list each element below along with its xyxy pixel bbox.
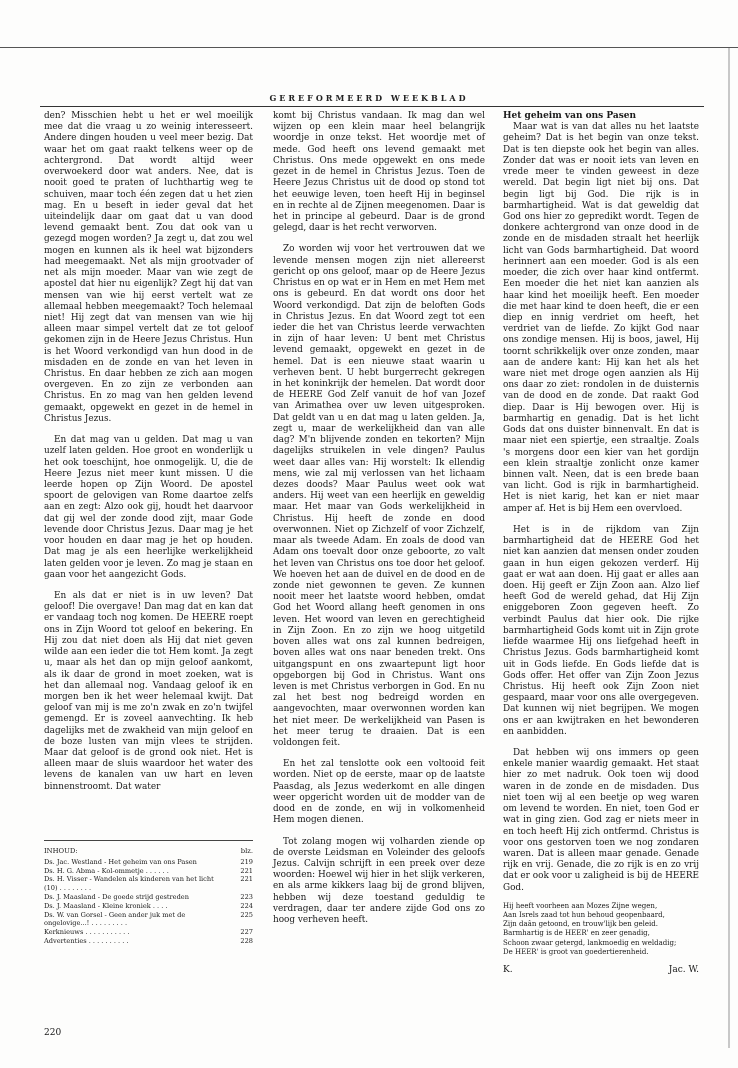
signature	[503, 965, 699, 976]
toc-entry[interactable]: Kerknieuws . . . . . . . . . . . 227	[44, 928, 253, 937]
column-middle	[273, 111, 485, 926]
toc-entry[interactable]: Ds. Jac. Westland - Het geheim van ons Pasen 219	[44, 857, 253, 866]
toc-entry[interactable]: Ds. H. G. Abma - Kol-ommetje . . . . . . 221	[44, 866, 253, 875]
column-right	[503, 111, 699, 976]
masthead: GEREFORMEERD WEEKBLAD	[269, 93, 469, 103]
toc-page-label: blz.	[240, 847, 253, 855]
paragraph: Het is in de rijkdom van Zijn barmhartigheid dat de HEERE God het niet kan aanzien dat mensen onder zouden gaan in hun eigen gekozen verderf. Hij gaat er wat aan doen. Hij gaat er alles aan doen. Hij geeft er Zijn Zoon aan. Alzo lief heeft God de wereld gehad, dat Hij Zijn eniggeboren Zoon gegeven heeft. Zo verbindt Paulus dat hier ook. Die rijke barmhartigheid Gods komt uit in Zijn grote liefde waarmee Hij ons liefgehad heeft in Christus Jezus. Gods barmhartigheid komt uit in Gods liefde. En Gods liefde dat is Gods offer. Het offer van Zijn Zoon Jezus Christus. Hij heeft ook Zijn Zoon niet gespaard, maar voor ons alle overgegeven. Dat kunnen wij niet begrijpen. We mogen ons er aan kwijtraken en het bewonderen en aanbidden.	[503, 524, 699, 737]
verse-line: Hij heeft voorheen aan Mozes Zijne wegen,	[503, 901, 658, 910]
signature-author: Jac. W.	[668, 965, 699, 976]
paragraph: Maar wat is van dat alles nu het laatste geheim? Dat is het begin van onze tekst. Dat is ten diepste ook het begin van alles. Zonder dat was er nooit iets van leven en vrede meer te vinden geweest in deze wereld. Dat begin ligt niet bij ons. Dat begin ligt bij God. Die rijk is in barmhartigheid. Wat is dat geweldig dat God ons hier zo gepredikt wordt. Tegen de donkere achtergrond van onze dood in de zonde en de misdaden straalt het heerlijk licht van Gods barmhartigheid. Dat woord herinnert aan een moeder. God is als een moeder, die zich over haar kind ontfermt. Een moeder die het niet kan aanzien als haar kind het moeilijk heeft. Een moeder die met haar kind te doen heeft, die er een diep en innig verdriet om heeft, het verdriet van de liefde. Zo kijkt God naar ons zondige mensen. Hij is boos, jawel, Hij toornt schrikkelijk over onze zonden, maar aan de andere kant: Hij kan het als het ware niet met droge ogen aanzien als Hij ons daar zo ziet: rondolen in de duisternis van de dood en de zonde. Dat raakt God diep. Daar is Hij bewogen over. Hij is barmhartig en genadig. Dat is het licht Gods dat ons duister binnenvalt. En dat is maar niet een spiertje, een straaltje. Zoals 's morgens door een kier van het gordijn een klein straaltje zonlicht onze kamer binnen valt. Neen, dat is een brede baan van licht. God is rijk in barmhartigheid. Het is niet karig, het kan er niet maar amper af. Het is bij Hem een overvloed.	[503, 122, 699, 514]
verse-line: Barmhartig is de HEER' en zeer genadig,	[503, 929, 650, 938]
paragraph: Tot zolang mogen wij volharden ziende op de overste Leidsman en Voleinder des geloofs Jezus. Calvijn schrijft in een preek over deze woorden: Hoewel wij hier in het slijk verkeren, en als arme kikkers laag bij de grond blijven, hebben wij deze toestand geduldig te verdragen, daar ter andere zijde God ons zo hoog verheven heeft.	[273, 836, 485, 926]
signature-initial: K.	[503, 965, 513, 976]
toc-entry[interactable]: Ds. J. Maasland - Kleine kroniek . . . . 224	[44, 901, 253, 910]
page-edge-shadow	[728, 48, 730, 1048]
paragraph: En dat mag van u gelden. Dat mag u van uzelf laten gelden. Hoe groot en wonderlijk u het ook toeschijnt, hoe onmogelijk. U, die de Heere Jezus niet meer kunt missen. U die leerde hopen op Zijn Woord. De apostel spoort de gelovigen van Rome daartoe zelfs aan en zegt: Alzo ook gij, houdt het daarvoor dat gij wel der zonde dood zijt, maar Gode levende door Christus Jezus. Daar mag je het voor houden en daar mag je het op houden. Dat mag je als een heerlijke werkelijkheid laten gelden voor je leven. Zo mag je staan en gaan voor het aangezicht Gods.	[44, 435, 253, 580]
page-number: 220	[44, 1028, 62, 1038]
toc-entry[interactable]: Ds. J. Maasland - De goede strijd gestreden 223	[44, 892, 253, 901]
toc-title: INHOUD:	[44, 847, 78, 855]
toc-divider	[44, 840, 253, 841]
header-rule	[40, 106, 704, 107]
verse-line: Zijn daân getoond, en trouw'lijk ben geleid.	[503, 920, 658, 929]
paragraph: Zo worden wij voor het vertrouwen dat we levende mensen mogen zijn niet allereerst gericht op ons geloof, maar op de Heere Jezus Christus en op wat er in Hem en met Hem met ons is gebeurd. En dat wordt ons door het Woord verkondigd. Dat zijn de beloften Gods in Christus Jezus. En dat Woord zegt tot een ieder die het van Christus leerde verwachten in zijn of haar leven: U bent met Christus levend gemaakt, opgewekt en gezet in de hemel. Dat is een nieuwe staat waarin u verheven bent. U hebt burgerrecht gekregen in het koninkrijk der hemelen. Dat wordt door de HEERE God Zelf vanuit de hof van Jozef van Arimathea over uw leven uitgesproken. Dat geldt van u en dat mag u laten gelden. Ja, zegt u, maar de werkelijkheid dan van alle dag? M'n blijvende zonden en tekorten? Mijn dagelijks struikelen in vele dingen? Paulus weet daar alles van: Hij worstelt: Ik ellendig mens, wie zal mij verlossen van het lichaam dezes doods? Maar Paulus weet ook wat anders. Hij weet van een heerlijk en geweldig maar. Het maar van Gods werkelijkheid in Christus. Hij heeft de zonde en dood overwonnen. Niet op Zichzelf of voor Zichzelf, maar als tweede Adam. En zoals de dood van Adam ons toevalt door onze geboorte, zo valt het leven van Christus ons toe door het geloof. We hoeven het aan de duivel en de dood en de zonde niet gewonnen te geven. Ze kunnen nooit meer het laatste woord hebben, omdat God het Woord allang heeft genomen in ons leven. Het woord van leven en gerechtigheid in Zijn Zoon. En zo zijn we hoog uitgetild boven alles wat ons zal kunnen bedreigen, boven alles wat ons naar beneden trekt. Ons uitgangspunt en ons zwaartepunt ligt hoor opgeborgen bij God in Christus. Want ons leven is met Christus verborgen in God. En nu zal het best nog bedreigd worden en aangevochten, maar overwonnen worden kan het niet meer. De werkelijkheid van Pasen is het meer terug te draaien. Dat is een voldongen feit.	[273, 244, 485, 749]
toc-entry[interactable]: Ds. W. van Gorsel - Geen ander juk met de ongelovige...! . . . . . . . . . 225	[44, 910, 253, 928]
paragraph: Dat hebben wij ons immers op geen enkele manier waardig gemaakt. Het staat hier zo met nadruk. Ook toen wij dood waren in de zonde en de misdaden. Dus niet toen wij al een beetje op weg waren om levend te worden. En niet, toen God er wat in ging zien. God zag er niets meer in en toch heeft Hij zich ontfermd. Christus is voor ons gestorven toen we nog zondaren waren. Dat is alleen maar genade. Genade rijk en vrij. Genade, die zo rijk is en zo vrij dat er ook voor u zaligheid is bij de HEERE God.	[503, 748, 699, 893]
verse-line: Schoon zwaar getergd, lankmoedig en weldadig;	[503, 938, 677, 947]
column-left	[44, 111, 253, 793]
page-edge-line	[0, 47, 738, 48]
psalm-verse	[503, 902, 699, 957]
verse-line: De HEER' is groot van goedertierenheid.	[503, 947, 649, 956]
paragraph: den? Misschien hebt u het er wel moeilijk mee dat die vraag u zo weinig interesseert. Andere dingen houden u veel meer bezig. Dat waar het om gaat raakt telkens weer op de achtergrond. Dat wordt altijd weer overwoekerd door wat anders. Nee, dat is nooit goed te praten of luchthartig weg te schuiven, maar toch één zegen dat u het zien mag. En u beseft in ieder geval dat het uiteindelijk daar om gaat dat u van dood levend gemaakt bent. Zou dat ook van u gezegd mogen worden? Ja zegt u, dat zou wel mogen en kunnen als ik heel wat bijzonders had meegemaakt. Net als mijn grootvader of net als mijn moeder. Maar van wie zegt de apostel dat hier nu eigenlijk? Zegt hij dat van mensen van wie hij eerst vertelt wat ze allemaal hebben meegemaakt? Toch helemaal niet! Hij zegt dat van mensen van wie hij alleen maar simpel vertelt dat ze tot geloof gekomen zijn in de Heere Jezus Christus. Hun is het Woord verkondigd van hun dood in de misdaden en de zonde en van het leven in Christus. En daar hebben ze zich aan mogen overgeven. En zo zijn ze verbonden aan Christus. En zo mag van hen gelden levend gemaakt, opgewekt en gezet in de hemel in Christus Jezus.	[44, 111, 253, 424]
toc-entry[interactable]: Advertenties . . . . . . . . . . 228	[44, 936, 253, 945]
paragraph: komt bij Christus vandaan. Ik mag dan wel wijzen op een klein maar heel belangrijk woordje in onze tekst. Het woordje met of mede. God heeft ons levend gemaakt met Christus. Ons mede opgewekt en ons mede gezet in de hemel in Christus Jezus. Toen de Heere Jezus Christus uit de dood op stond tot het eeuwige leven, toen heeft Hij in beginsel en in rechte al de Zijnen meegenomen. Daar is het in principe al gebeurd. Daar is de grond gelegd, daar is het recht verworven.	[273, 111, 485, 234]
toc-entry[interactable]: Ds. H. Visser - Wandelen als kinderen van het licht (10) . . . . . . . . 221	[44, 875, 253, 893]
verse-line: Aan Isrels zaad tot hun behoud geopenbaard,	[503, 911, 665, 920]
article-heading: Het geheim van ons Pasen	[503, 111, 637, 121]
toc-header	[44, 847, 253, 856]
paragraph: En het zal tenslotte ook een voltooid feit worden. Niet op de eerste, maar op de laatste Paasdag, als Jezus wederkomt en alle dingen weer opgericht worden uit de modder van de dood en de zonde, en wij in volkomenheid Hem mogen dienen.	[273, 759, 485, 826]
paragraph: En als dat er niet is in uw leven? Dat geloof! Die overgave! Dan mag dat en kan dat er vandaag toch nog komen. De HEERE roept ons in Zijn Woord tot geloof en bekering. En Hij zou dat niet doen als Hij dat niet geven wilde aan een ieder die tot Hem komt. Ja zegt u, maar als het dan op mijn geloof aankomt, als ik daar de grond in moet zoeken, wat is het dan allemaal nog. Vandaag geloof ik en morgen ben ik het weer helemaal kwijt. Dat geloof van mij is me zo'n zwak en zo'n twijfel gemengd. Er is zoveel aanvechting. Ik heb dagelijks met de zwakheid van mijn geloof en de boze lusten van mijn vlees te strijden. Maar dat geloof is de grond ook niet. Het is alleen maar de sluis waardoor het water des levens de kanalen van uw hart en leven binnenstroomt. Dat water	[44, 590, 253, 792]
table-of-contents	[44, 832, 253, 946]
